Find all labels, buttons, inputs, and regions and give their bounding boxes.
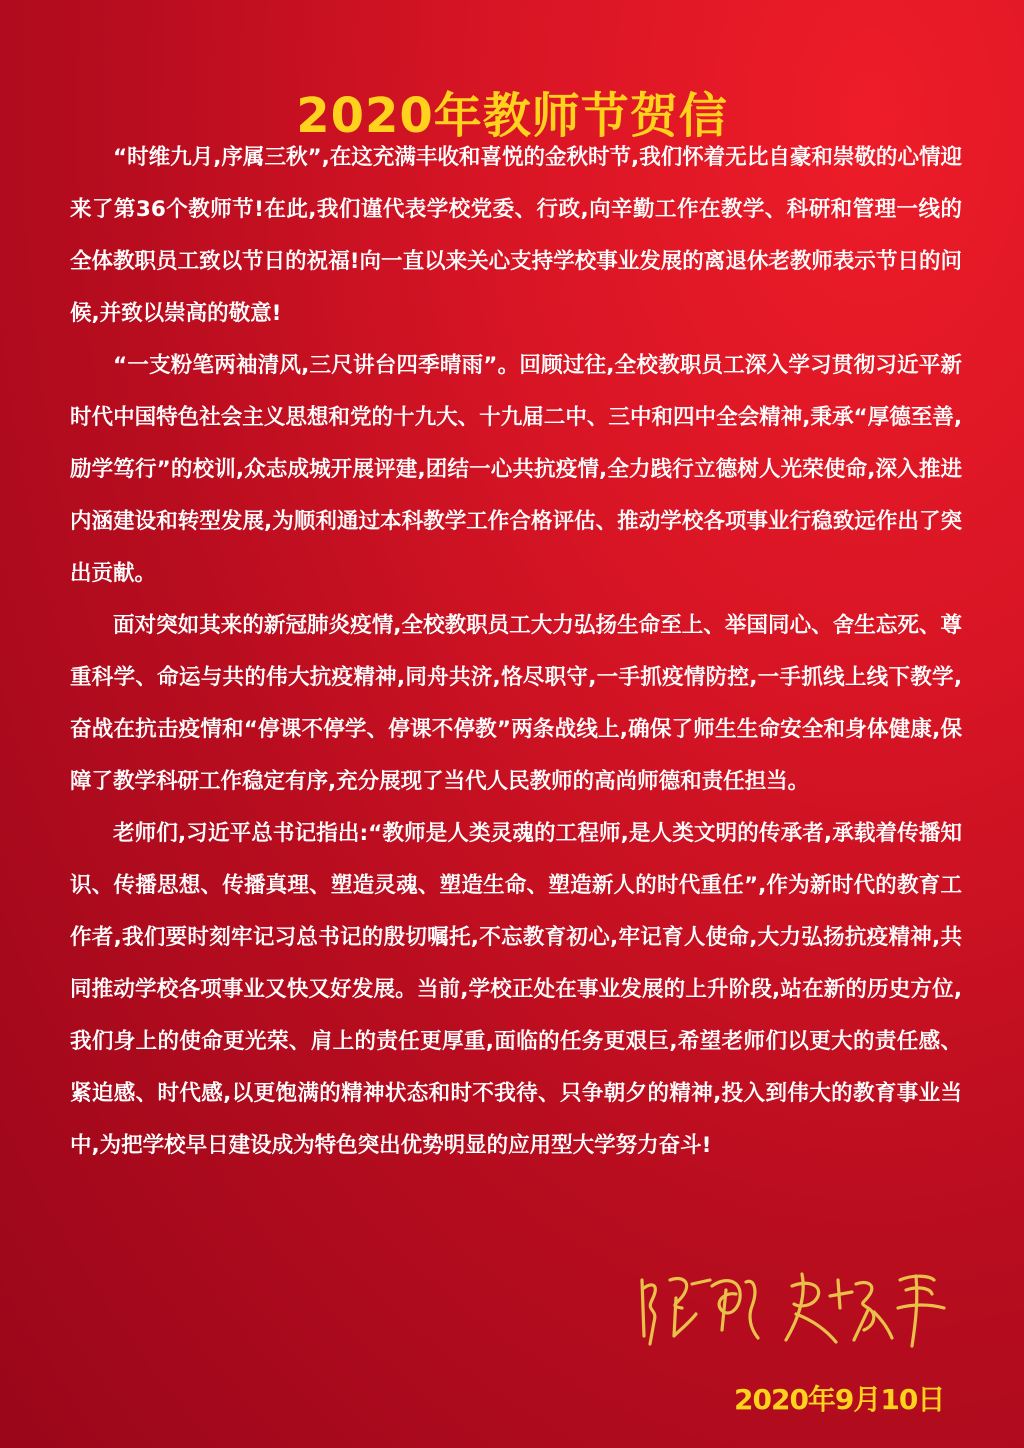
signature-first [642, 1279, 758, 1344]
paragraph-3: 面对突如其来的新冠肺炎疫情,全校教职员工大力弘扬生命至上、举国同心、舍生忘死、尊重科学、命运与共的伟大抗疫精神,同舟共济,恪尽职守,一手抓疫情防控,一手抓线上线下教学,奋战在抗击疫情和“停课不停学、停课不停教”两条战线上,确保了师生生命安全和身体健康,保障了教学科研工作稳定有序,充分展现了当代人民教师的高尚师德和责任担当。 [70, 613, 962, 794]
paragraph-1: “时维九月,序属三秋”,在这充满丰收和喜悦的金秋时节,我们怀着无比自豪和崇敬的心情迎来了第36个教师节!在此,我们谨代表学校党委、行政,向辛勤工作在教学、科研和管理一线的全体教职员工致以节日的祝福!向一直以来关心支持学校事业发展的离退休老教师表示节日的问候,并致以崇高的敬意! [70, 145, 962, 326]
letter-body [70, 132, 962, 1172]
letter-date: 2020年9月10日 [734, 1383, 945, 1416]
signature-second [786, 1274, 944, 1346]
handwritten-signatures [630, 1250, 950, 1350]
paragraph-4: 老师们,习近平总书记指出:“教师是人类灵魂的工程师,是人类文明的传承者,承载着传播知识、传播思想、传播真理、塑造灵魂、塑造生命、塑造新人的时代重任”,作为新时代的教育工作者,我们要时刻牢记习总书记的殷切嘱托,不忘教育初心,牢记育人使命,大力弘扬抗疫精神,共同推动学校各项事业又快又好发展。当前,学校正处在事业发展的上升阶段,站在新的历史方位,我们身上的使命更光荣、肩上的责任更厚重,面临的任务更艰巨,希望老师们以更大的责任感、紧迫感、时代感,以更饱满的精神状态和时不我待、只争朝夕的精神,投入到伟大的教育事业当中,为把学校早日建设成为特色突出优势明显的应用型大学努力奋斗! [70, 821, 962, 1158]
letter-title: 2020年教师节贺信 [296, 88, 728, 145]
paragraph-2: “一支粉笔两袖清风,三尺讲台四季晴雨”。回顾过往,全校教职员工深入学习贯彻习近平新时代中国特色社会主义思想和党的十九大、十九届二中、三中和四中全会精神,秉承“厚德至善,励学笃行”的校训,众志成城开展评建,团结一心共抗疫情,全力践行立德树人光荣使命,深入推进内涵建设和转型发展,为顺利通过本科教学工作合格评估、推动学校各项事业行稳致远作出了突出贡献。 [70, 353, 962, 586]
